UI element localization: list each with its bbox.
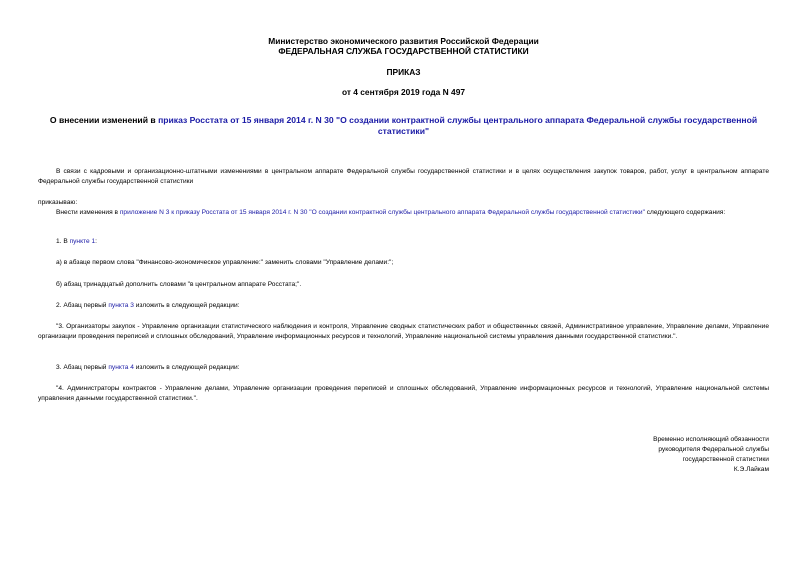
title-prefix: О внесении изменений в: [49, 115, 159, 125]
item-1: [56, 237, 769, 247]
item2-suffix: изложить в следующей редакции:: [133, 302, 240, 309]
item-2: [56, 301, 769, 311]
item1-prefix: 1. В: [56, 238, 70, 245]
item1-suffix: :: [95, 238, 97, 245]
item-3: [56, 363, 769, 373]
item1-link[interactable]: пункте 1: [69, 238, 96, 245]
order-word: приказываю:: [38, 199, 78, 206]
changes-suffix: следующего содержания:: [644, 209, 726, 216]
changes-prefix: Внести изменения в: [56, 209, 120, 216]
changes-paragraph: [38, 208, 769, 218]
item-1a: а) в абзаце первом слова "Финансово-экономическое управление:" заменить словами "Управление делами:";: [56, 259, 394, 266]
service-name: ФЕДЕРАЛЬНАЯ СЛУЖБА ГОСУДАРСТВЕННОЙ СТАТИСТИКИ: [278, 46, 529, 56]
signatory-name: К.Э.Лайкам: [733, 466, 769, 473]
title-link[interactable]: приказ Росстата от 15 января 2014 г. N 30 "О создании контрактной службы центрального аппарата Федеральной службы государственной статистики": [158, 115, 758, 136]
item-1b: б) абзац тринадцатый дополнить словами "в центральном аппарате Росстата;".: [56, 281, 302, 288]
item2-prefix: 2. Абзац первый: [56, 302, 109, 309]
signature-line-1: Временно исполняющий обязанности: [653, 436, 769, 443]
item-3-text: "4. Администраторы контрактов - Управление делами, Управление организации проведения переписей и сплошных обследований, Управление информационных ресурсов и технологий, Управление национальной системы управления данными государственной статистики.".: [38, 385, 769, 402]
doc-type: ПРИКАЗ: [386, 67, 421, 77]
signature-line-3: государственной статистики: [682, 456, 769, 463]
doc-date-number: от 4 сентября 2019 года N 497: [341, 87, 466, 97]
item-2-text: "3. Организаторы закупок - Управление организации статистического наблюдения и контроля, Управление сводных статистических работ и общественных связей, Административное управление, Управление делами, Управление организации проведения переписей и сплошных обследований, Управление информационных ресурсов и технологий, Управление национальной системы управления данными государственной статистики.".: [38, 323, 769, 340]
signature-line-2: руководителя Федеральной службы: [658, 446, 769, 453]
item3-link[interactable]: пункта 4: [108, 364, 134, 371]
ministry-name: Министерство экономического развития Российской Федерации: [268, 36, 539, 46]
document-title: [30, 115, 777, 137]
item2-link[interactable]: пункта 3: [108, 302, 134, 309]
intro-paragraph: В связи с кадровыми и организационно-штатными изменениями в центральном аппарате Федеральной службы государственной статистики и в целях осуществления закупок товаров, работ, услуг в центральном аппарате Федеральной службы государственной статистики: [38, 168, 769, 185]
item3-prefix: 3. Абзац первый: [56, 364, 109, 371]
item3-suffix: изложить в следующей редакции:: [133, 364, 240, 371]
changes-link[interactable]: приложение N 3 к приказу Росстата от 15 января 2014 г. N 30 "О создании контрактной службы центрального аппарата Федеральной службы государственной статистики": [119, 209, 645, 216]
